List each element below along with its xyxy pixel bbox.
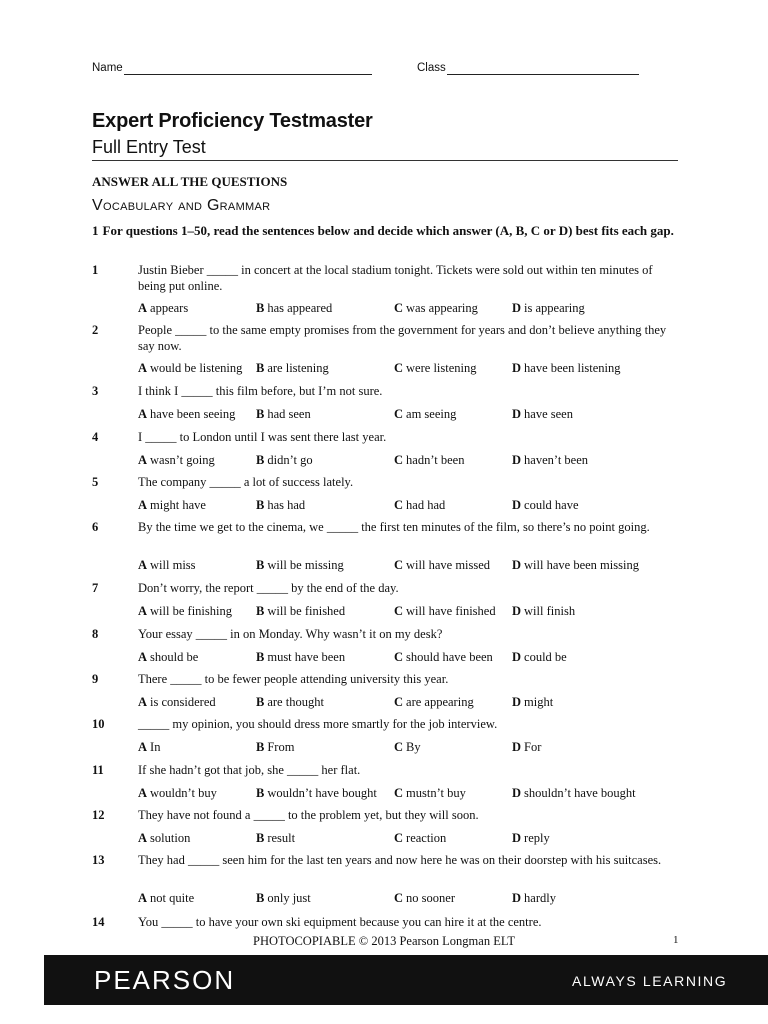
option-letter: B [256,695,265,709]
document-title: Expert Proficiency Testmaster [92,110,373,132]
option-b [256,694,324,710]
option-c [394,360,477,376]
option-text: have seen [524,407,573,421]
option-letter: D [512,558,522,572]
option-text: are appearing [406,695,474,709]
option-letter: A [138,361,148,375]
option-text: reaction [406,831,447,845]
option-d [512,603,575,619]
option-letter: D [512,786,522,800]
question-text: Justin Bieber _____ in concert at the local stadium tonight. Tickets were sold out within ten minutes of being put online. [138,263,653,293]
option-letter: D [512,407,522,421]
option-c [394,890,455,906]
question-text: I think I _____ this film before, but I’m not sure. [138,384,383,398]
option-a [138,694,216,710]
brand-tagline: ALWAYS LEARNING [572,973,728,989]
option-text: wasn’t going [150,453,215,467]
option-letter: D [512,453,522,467]
option-letter: D [512,740,522,754]
option-letter: A [138,891,148,905]
option-text: might have [150,498,206,512]
option-text: will be finishing [150,604,232,618]
option-letter: C [394,831,404,845]
answer-options [138,785,678,801]
copyright-footer: PHOTOCOPIABLE © 2013 Pearson Longman ELT [253,934,515,948]
option-a [138,830,190,846]
option-text: are listening [267,361,329,375]
option-c [394,603,496,619]
answer-options [138,694,678,710]
question-number: 7 [92,581,99,595]
option-text: shouldn’t have bought [524,786,636,800]
option-letter: C [394,891,404,905]
question-number: 14 [92,915,105,929]
option-a [138,603,232,619]
option-letter: C [394,695,404,709]
option-letter: C [394,740,404,754]
option-a [138,497,206,513]
option-d [512,557,639,573]
option-text: hadn’t been [406,453,465,467]
option-a [138,406,235,422]
answer-all-heading: ANSWER ALL THE QUESTIONS [92,174,288,189]
option-text: must have been [267,650,346,664]
option-c [394,739,421,755]
option-text: only just [267,891,311,905]
option-d [512,360,621,376]
option-d [512,452,588,468]
question-text: By the time we get to the cinema, we _____ the first ten minutes of the film, so there’s no point going. [138,520,650,534]
option-text: could be [524,650,567,664]
option-letter: C [394,301,404,315]
option-text: solution [150,831,191,845]
option-text: result [267,831,296,845]
option-c [394,406,456,422]
option-a [138,739,160,755]
option-letter: C [394,604,404,618]
option-a [138,785,217,801]
section-heading: Vocabulary and Grammar [92,197,271,214]
option-letter: D [512,891,522,905]
option-d [512,830,550,846]
brand-bar [44,955,768,1005]
option-text: reply [524,831,550,845]
option-letter: C [394,786,404,800]
option-text: By [406,740,421,754]
option-text: were listening [406,361,477,375]
option-d [512,406,573,422]
option-letter: D [512,301,522,315]
answer-options [138,649,678,665]
option-c [394,830,446,846]
option-b [256,497,305,513]
option-d [512,739,541,755]
class-label: Class [417,62,446,74]
option-text: wouldn’t buy [150,786,217,800]
option-b [256,890,311,906]
question-number: 11 [92,763,104,777]
question-text: They have not found a _____ to the problem yet, but they will soon. [138,808,479,822]
option-letter: B [256,740,265,754]
answer-options [138,452,678,468]
option-letter: B [256,301,265,315]
option-text: haven’t been [524,453,589,467]
option-d [512,300,585,316]
option-text: is considered [150,695,216,709]
option-a [138,649,198,665]
option-letter: B [256,453,265,467]
option-letter: A [138,650,148,664]
option-text: hardly [524,891,556,905]
question-number: 6 [92,520,99,534]
option-letter: D [512,361,522,375]
option-text: didn’t go [267,453,313,467]
option-letter: B [256,650,265,664]
option-letter: D [512,695,522,709]
question-text: Don’t worry, the report _____ by the end of the day. [138,581,399,595]
option-a [138,890,194,906]
question-text: _____ my opinion, you should dress more smartly for the job interview. [138,717,498,731]
question-text: If she hadn’t got that job, she _____ her flat. [138,763,361,777]
option-letter: C [394,498,404,512]
option-text: not quite [150,891,195,905]
option-text: will be finished [267,604,346,618]
instruction-text: For questions 1–50, read the sentences below and decide which answer (A, B, C or D) best fits each gap. [102,223,674,238]
option-letter: B [256,786,265,800]
option-letter: A [138,558,148,572]
page-number: 1 [673,934,679,946]
option-letter: A [138,831,148,845]
option-text: are thought [267,695,324,709]
option-letter: B [256,407,265,421]
option-letter: A [138,453,148,467]
option-letter: A [138,604,148,618]
option-text: has had [267,498,306,512]
option-text: In [150,740,161,754]
option-c [394,452,464,468]
option-d [512,694,553,710]
option-b [256,603,345,619]
question-text: I _____ to London until I was sent there last year. [138,430,387,444]
option-c [394,649,493,665]
question-number: 5 [92,475,99,489]
option-text: have been listening [524,361,621,375]
option-text: would be listening [150,361,243,375]
option-text: should have been [406,650,493,664]
question-text: Your essay _____ in on Monday. Why wasn’t it on my desk? [138,627,443,641]
option-letter: B [256,831,265,845]
option-text: will have been missing [524,558,639,572]
class-field-line [447,62,639,75]
option-d [512,785,636,801]
option-b [256,300,332,316]
question-number: 2 [92,323,99,337]
option-letter: D [512,604,522,618]
question-number: 3 [92,384,99,398]
option-text: will have finished [406,604,496,618]
option-letter: A [138,786,148,800]
option-b [256,360,329,376]
option-letter: A [138,301,148,315]
option-letter: A [138,695,148,709]
option-letter: B [256,361,265,375]
question-text: You _____ to have your own ski equipment because you can hire it at the centre. [138,915,542,929]
option-text: no sooner [406,891,455,905]
option-b [256,739,294,755]
instruction [92,223,678,239]
option-text: will be missing [267,558,344,572]
option-letter: C [394,407,404,421]
answer-options [138,300,678,316]
option-letter: D [512,831,522,845]
answer-options [138,739,678,755]
option-text: had seen [267,407,311,421]
option-text: will miss [150,558,196,572]
answer-options [138,557,678,573]
option-letter: C [394,453,404,467]
option-text: appears [150,301,189,315]
option-d [512,890,556,906]
option-c [394,694,474,710]
name-label: Name [92,62,123,74]
option-text: had had [406,498,446,512]
option-d [512,497,579,513]
option-text: could have [524,498,579,512]
option-letter: A [138,740,148,754]
instruction-number: 1 [92,223,99,238]
option-d [512,649,567,665]
option-b [256,785,377,801]
option-letter: B [256,604,265,618]
question-text: The company _____ a lot of success lately. [138,475,354,489]
answer-options [138,360,678,376]
question-number: 4 [92,430,99,444]
question-number: 10 [92,717,105,731]
option-letter: B [256,558,265,572]
answer-options [138,830,678,846]
name-class-row [92,62,652,78]
option-c [394,557,490,573]
option-text: From [267,740,295,754]
option-text: wouldn’t have bought [267,786,377,800]
answer-options [138,890,678,906]
question-number: 12 [92,808,105,822]
option-letter: A [138,407,148,421]
question-text: There _____ to be fewer people attending university this year. [138,672,449,686]
option-a [138,360,242,376]
answer-options [138,406,678,422]
option-b [256,830,295,846]
question-number: 9 [92,672,99,686]
question-text: They had _____ seen him for the last ten years and now here he was on their doorstep with his suitcases. [138,853,662,867]
option-b [256,406,311,422]
pearson-logo: PEARSON [94,965,236,995]
option-text: is appearing [524,301,585,315]
option-text: For [524,740,542,754]
answer-options [138,603,678,619]
option-letter: C [394,558,404,572]
option-c [394,785,466,801]
option-c [394,300,478,316]
option-letter: C [394,361,404,375]
option-b [256,557,344,573]
option-b [256,452,313,468]
option-letter: B [256,891,265,905]
answer-options [138,497,678,513]
option-c [394,497,445,513]
option-letter: A [138,498,148,512]
option-text: might [524,695,554,709]
option-text: has appeared [267,301,333,315]
document-subtitle: Full Entry Test [92,137,678,161]
option-letter: D [512,650,522,664]
option-text: was appearing [406,301,478,315]
question-text: People _____ to the same empty promises from the government for years and don’t believe anything they say now. [138,323,667,353]
option-a [138,557,196,573]
option-letter: B [256,498,265,512]
option-text: mustn’t buy [406,786,466,800]
option-a [138,300,188,316]
option-text: will finish [524,604,576,618]
option-text: have been seeing [150,407,236,421]
question-number: 13 [92,853,105,867]
option-letter: D [512,498,522,512]
name-field-line [124,62,372,75]
option-text: will have missed [406,558,491,572]
option-a [138,452,215,468]
question-number: 8 [92,627,99,641]
option-b [256,649,345,665]
option-letter: C [394,650,404,664]
option-text: should be [150,650,199,664]
option-text: am seeing [406,407,457,421]
question-number: 1 [92,263,99,277]
